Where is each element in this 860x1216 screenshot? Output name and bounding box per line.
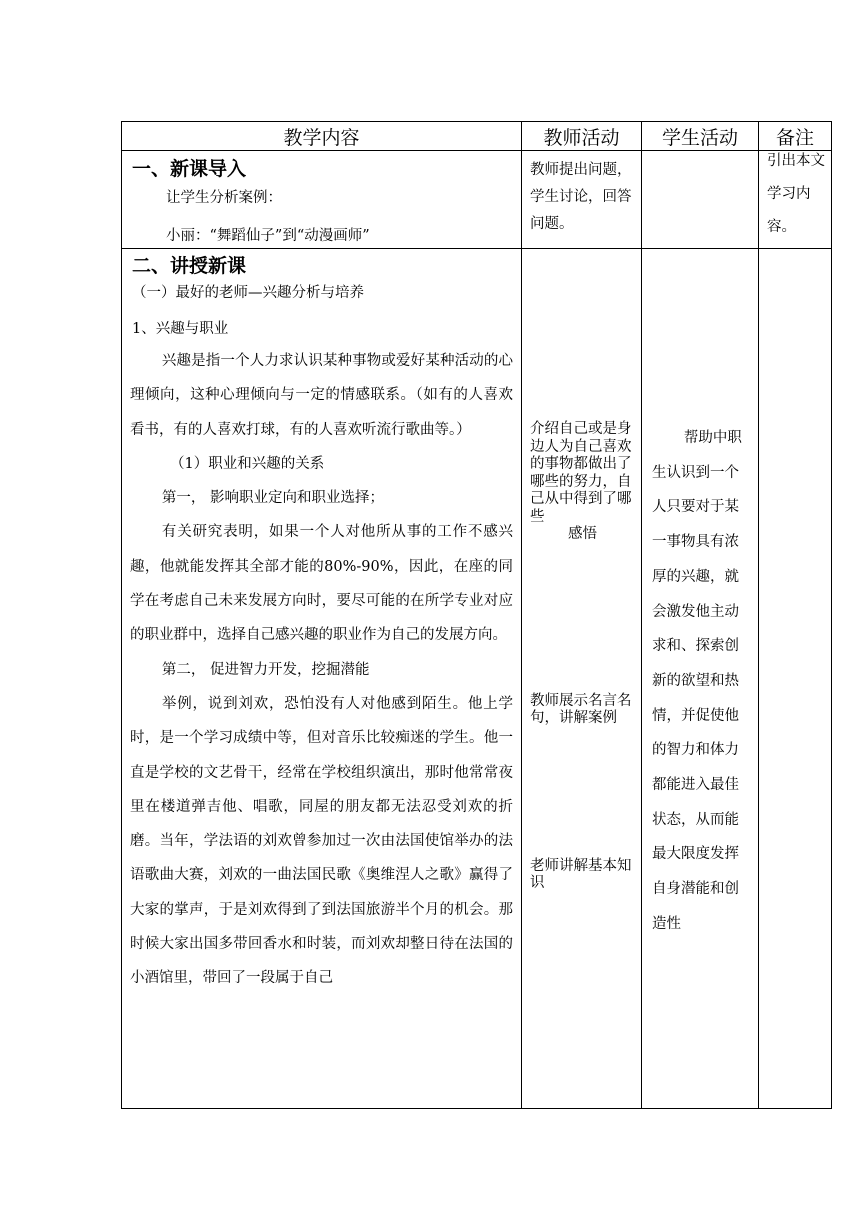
section1-teacher <box>522 151 642 249</box>
section1-title: 一、新课导入 <box>132 158 247 180</box>
section1-notes <box>759 151 832 249</box>
header-content: 教学内容 <box>122 122 522 151</box>
section2-student <box>642 249 759 1109</box>
section1-content <box>122 151 522 249</box>
section2-notes <box>759 249 832 1109</box>
header-notes: 备注 <box>759 122 832 151</box>
section1-teacher-text: 教师提出问题，学生讨论，回答问题。 <box>530 162 632 232</box>
section2-second: 第二， 促进智力开发，挖掘潜能 <box>161 661 370 678</box>
section2-title: 二、讲授新课 <box>132 255 247 277</box>
header-row <box>122 122 832 151</box>
section2-teacher-text-1: 介绍自己或是身边人为自己喜欢的事物都做出了哪些的努力，自己从中得到了哪些 <box>530 421 632 525</box>
section1-line-1: 让学生分析案例： <box>166 190 282 206</box>
lesson-plan-table <box>121 121 832 1109</box>
section2-row <box>122 249 832 1109</box>
section2-point-relation: （1）职业和兴趣的关系 <box>170 455 325 472</box>
section1-row <box>122 151 832 249</box>
section2-content <box>122 249 522 1109</box>
section2-teacher-text-1-end: 感悟 <box>568 526 597 542</box>
section1-line-2: 小丽：“舞蹈仙子”到“动漫画师” <box>166 228 370 244</box>
section2-teacher <box>522 249 642 1109</box>
section2-teacher-text-3: 老师讲解基本知识 <box>530 857 632 891</box>
section2-paragraph-research: 有关研究表明，如果一个人对他所从事的工作不感兴趣，他就能发挥其全部才能的80%-90%，因此，在座的同学在考虑自己未来发展方向时，要尽可能的在所学专业对应的职业群中，选择自己感兴趣的职业作为自己的发展方向。 <box>130 524 513 644</box>
section1-notes-text: 引出本文学习内容。 <box>767 153 825 235</box>
section2-heading: 1、兴趣与职业 <box>132 321 229 337</box>
section2-paragraph-interest: 兴趣是指一个人力求认识某种事物或爱好某种活动的心理倾向，这种心理倾向与一定的情感联系。（如有的人喜欢看书，有的人喜欢打球，有的人喜欢听流行歌曲等。） <box>130 353 513 438</box>
section1-student <box>642 151 759 249</box>
section2-student-text: 帮助中职生认识到一个人只要对于某一事物具有浓厚的兴趣，就会激发他主动求和、探索创新的欲望和热情，并促使他的智力和体力都能进入最佳状态，从而能最大限度发挥自身潜能和创造性 <box>652 430 742 932</box>
section2-subtitle: （一）最好的老师—兴趣分析与培养 <box>132 285 364 301</box>
header-student-activity: 学生活动 <box>642 122 759 151</box>
section2-paragraph-liuhuan: 举例，说到刘欢，恐怕没有人对他感到陌生。他上学时，是一个学习成绩中等，但对音乐比较痴迷的学生。他一直是学校的文艺骨干，经常在学校组织演出，那时他常常夜里在楼道弹吉他、唱歌，同屋的朋友都无法忍受刘欢的折磨。当年，学法语的刘欢曾参加过一次由法国使馆举办的法语歌曲大赛，刘欢的一曲法国民歌《奥维涅人之歌》赢得了大家的掌声，于是刘欢得到了到法国旅游半个月的机会。那时候大家出国多带回香水和时装，而刘欢却整日待在法国的小酒馆里，带回了一段属于自己 <box>130 695 513 987</box>
header-teacher-activity: 教师活动 <box>522 122 642 151</box>
section2-first: 第一， 影响职业定向和职业选择； <box>161 490 384 507</box>
section2-teacher-text-2: 教师展示名言名句，讲解案例 <box>530 692 632 726</box>
